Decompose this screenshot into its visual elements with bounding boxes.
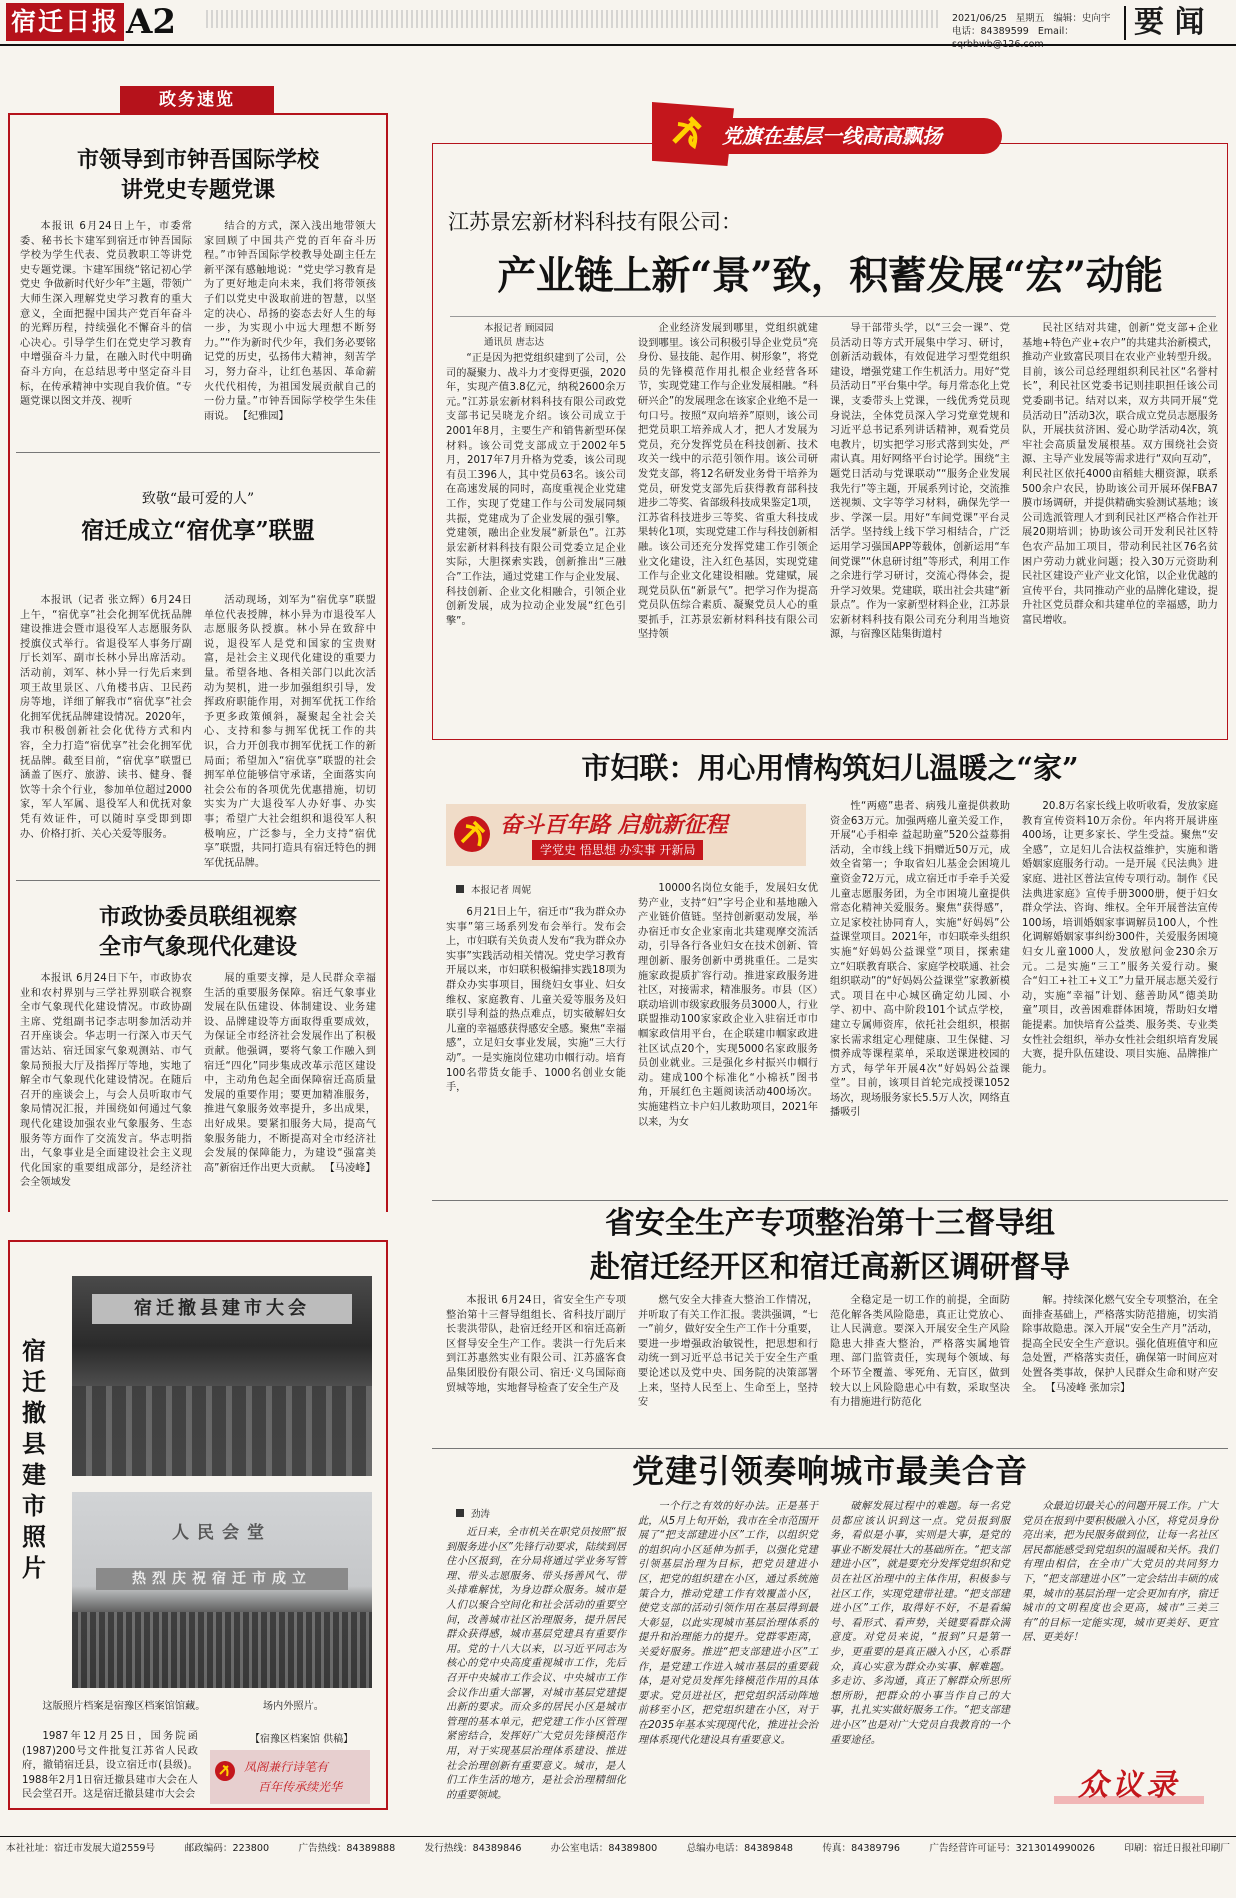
zhongyilu-label: 众议录 [1078,1768,1180,1803]
photo-caption-body: 1987年12月25日，国务院函(1987)200号文件批复江苏省人民政府，撤销宿迁县，设立宿迁市(县级)。1988年2月1日宿迁撤县建市大会在人民会堂召开。这是宿迁撤县建市大会会 [22,1731,198,1801]
title-line: 市领导到市钟吾国际学校 [76,147,319,173]
photo-box-title: 宿迁撤县建市照片 [22,1336,46,1582]
title-line: 讲党史专题党课 [120,177,275,203]
footer-item: 邮政编码：223800 [184,1843,270,1854]
fulian-title: 市妇联：用心用情构筑妇儿温暖之“家” [581,751,1079,785]
fulian-byline [456,882,531,896]
lead-body: 民社区结对共建，创新“党支部+企业基地+特色产业+农户”的共建共治新模式，推动产业致富民项目在农业产业转型升级。目前，该公司总经理组织利民社区“名誉村长”，利民社区党委书记则挂职担任该公司党委副书记。结对以来，双方共同开展“党员活动日”活动3次，联合成立党员志愿服务队，开展扶贫济困、爱心助学活动4次，筑牢社会高质量发展根基。双方围绕社会资源、主导产业发展等需求进行“双向互动”，利民社区依托4000亩稻蛙大棚资源，联系500余户农民，协助该公司开展环保FBA7膜市场调研，并提供精确实验测试基地；该公司选派管理人才到利民社区严格合作社开展20期培训；协助该公司开发利民社区特色农产品加工项目，带动利民社区76名贫困户劳动力就业问题；投入30万元资助利民社区建设产业产业文化馆，以企业优越的宣传平台，共同推动产业的品牌化建设，提升社区党员群众和共建单位的幸福感，助力富民增收。 [1022,323,1218,626]
byline-text: 本报记者 顾园园 [484,323,554,334]
zhengwu-tag: 政务速览 [120,86,274,114]
party-banner [652,94,1012,166]
masthead [0,0,1236,46]
lead-kicker: 江苏景宏新材料科技有限公司： [448,210,742,234]
article-title [20,902,376,962]
title-line: 全市气象现代化建设 [98,934,297,960]
photo-caption [22,1700,372,1715]
byline-text: 本报记者 周妮 [471,885,532,896]
article-body: 本报讯（记者 张立辉）6月24日上午，“宿优享”社会化拥军优抚品牌建设推进会暨市退役军人志愿服务队授旗仪式举行。省退役军人事务厅副厅长刘军、副市长林小异出席活动。活动前，刘军、林小异一行先后来到项王故里景区、八角楼书店、卫民药房等地，详细了解我市“宿优享”社会化拥军优抚品牌建设情况。2020年，我市积极创新社会化优待方式和内容，全力打造“宿优享”社会化拥军优抚品牌。截至目前，“宿优享”联盟已涵盖了医疗、旅游、读书、健身、餐饮等十余个行业，参加单位超过2000家，军人军属、退役军人和优抚对象凭有效证件，可以随时享受即到即办、价格打折、关心关爱等服务。 [20,595,192,840]
safety-body: 本报讯 6月24日，省安全生产专项整治第十三督导组组长、省科技厅副厅长裴洪带队，赴宿迁经开区和宿迁高新区督导安全生产工作。裴洪一行先后来到江苏惠然实业有限公司、江苏盛客食品集团股份有限公司、宿迁·义乌国际商贸城等地，实地督导检查了安全生产及 [446,1295,626,1394]
archive-photo-sign-text: 人民会堂 [172,1523,272,1543]
fulian-banner [446,804,806,866]
safety-body: 燃气安全大排查大整治工作情况，并听取了有关工作汇报。裴洪强调，“七一”前夕，做好安全生产工作十分重要，要进一步增强政治敏锐性，把思想和行动统一到习近平总书记关于安全生产重要论述以及党中央、国务院的决策部署上来，坚持人民至上、生命至上，坚持安 [638,1295,818,1409]
divider [432,1200,1228,1201]
party-banner-label: 党旗在基层一线高高飘扬 [722,124,942,148]
fulian-body: 性“两癌”患者、病残儿童提供救助资金63万元。加强两癌儿童关爱工作，开展“心手相牵 益起助童”520公益募捐活动，全市线上线下捐赠近50万元，成效全省第一；争取省妇儿基金会困境儿童资金72万元，成立宿迁市手牵手关爱儿童志愿服务团，为全市困境儿童提供常态化精神关爱服务。聚焦“获得感”，立足家校社协同育人，实施“好妈妈”公益课堂项目。2021年，市妇联牵头组织实施“好妈妈公益课堂”项目，探索建立“妇联教育联合、家庭学校联通、社会组织联动”的“好妈妈公益课堂”家教新模式。项目在中心城区确定幼儿园、小学、初中、高中阶段101个试点学校，建立专属师资库，依托社会组织，根据家长需求组定心理健康、卫生保健、习惯养成等课程菜单，采取送课进校园的方式，每学年开展4次“好妈妈公益课堂”。目前，该项目首轮完成授课1052场次，现场服务家长5.5万人次，网络直播吸引 [830,801,1010,1119]
issue-editor: 编辑：史向宇 [1053,13,1111,24]
divider [16,880,380,881]
zhongyilu-badge [1054,1766,1204,1808]
zhengwu-top-rule [8,113,388,115]
hammer-sickle-icon [666,112,708,154]
lead-body: 导干部带头学，以“三会一课”、党员活动日等方式开展集中学习、研讨，创新活动载体，有效促进学习型党组织建设，增强党建工作生机活力。用好“党员活动日”平台集中学。每月常态化上党课，支委带头上党课，一线优秀党员现身说法，全体党员深入学习党章党规和习近平总书记系列讲话精神，观看党员电教片，切实把学习形式落到实处，严肃认真。用好网络平台讨论学。围绕“主题党日活动与党课联动”“服务企业发展我先行”等主题，开展系列讨论，交流推送视频、文字等学习材料，确保先学一步、学深一层。用好“车间党课”平台灵活学。坚持线上线下学习相结合，广泛运用学习强国APP等载体，创新运用“车间党课”“休息研讨组”等形式，利用工作之余进行学习研讨，交流心得体会，提升学习效果。党建联，联出社会共建“新景点”。作为一家新型材料企业，江苏景宏新材料科技有限公司充分利用当地资源，与宿豫区陆集街道村 [830,323,1010,641]
caption-text: 场内外照片。 [262,1701,324,1712]
article-kicker: 致敬“最可爱的人” [141,491,255,507]
fulian-body: 6月21日上午，宿迁市“我为群众办实事”第三场系列发布会举行。发布会上，市妇联有关负责人发布“我为群众办实事”实践活动相关情况。党史学习教育开展以来，市妇联积极编排实践18项为群众办实事项目，围绕妇女事业、妇女维权、家庭教育、儿童关爱等服务及妇联引导利益的热点难点，切实破解妇女儿童的幸福感获得感安全感。聚焦“幸福感”，立足妇女事业发展，实施“三大行动”。一是实施岗位建功巾帼行动。培育100名带货女能手、1000名创业女能手， [446,907,626,1094]
dangjian-title: 党建引领奏响城市最美合音 [631,1452,1028,1490]
byline-text: 劲涛 [471,1509,491,1520]
photo-credit: 【宿豫区档案馆 供稿】 [250,1734,354,1745]
title-line: 市政协委员联组视察 [98,904,297,930]
section-divider [1124,6,1126,40]
issue-email: Email： [1037,26,1074,37]
fulian-banner-sub: 学党史 悟思想 办实事 开新局 [532,840,703,860]
archive-photo-crowd [72,1612,372,1688]
fulian-body: 10000名岗位女能手，发展妇女优势产业，支持“妇”字号企业和基地融入产业链价值链。坚持创新驱动发展，举办宿迁市女企业家南北共建观摩交流活动，引导各行各业妇女在技术创新、管理创新、服务创新中勇挑重任。二是实施家政提质扩容行动。推进家政服务进社区，对接需求，精准服务。市县（区）联动培训市级家政服务员3000人，行业联盟推动100家家政企业入驻宿迁市巾帼家政信用平台，在企联建巾帼家政进社区试点20个，实现5000名家政服务员创业就业。三是强化乡村振兴巾帼行动。建成100个标准化“小棉袄”图书角，开展红色主题阅读活动400场次。实施建档立卡户妇儿救助项目，2021年以来，为女 [638,883,818,1128]
footer-item: 广告热线：84389888 [298,1843,396,1854]
footer-item: 本社社址：宿迁市发展大道2559号 [6,1843,156,1854]
fulian-banner-slogan: 奋斗百年路 启航新征程 [500,812,728,838]
page-number: A2 [126,2,177,42]
article-body: 本报讯 6月24日上午，市委常委、秘书长卞建军到宿迁市钟吾国际学校为学生代表、党员教职工等讲党史专题党课。卞建军围绕“铭记初心学党史 争做新时代好少年”主题，带领广大师生深入理解党史学习教育的重大意义，全面把握中国共产党百年奋斗的光辉历程，持续强化不懈奋斗的信心决心。引导学生们在党史学习教育中增强奋斗力量，在融入时代中明确奋斗方向，在总结思考中坚定奋斗目标，在传承精神中实现自我价值。“专题党课以图文并茂、视听 [20,221,192,408]
safety-body: 解。持续深化燃气安全专项整治，在全面排查基础上，严格落实防范措施，切实消除事故隐患。深入开展“安全生产月”活动，提高全民安全生产意识。强化值班值守和应急处置，严格落实责任，确保第一时间应对处置各类事故，保护人民群众生命和财产安全。 【马凌峰 张加宗】 [1022,1295,1218,1394]
footer-item: 广告经营许可证号：3213014990026 [929,1843,1096,1854]
lead-rule [450,316,1216,317]
article-title [20,145,376,205]
party-emblem-icon [214,1760,236,1782]
archive-photo-sign-text: 宿迁撤县建市大会 [134,1298,310,1319]
footer [6,1842,1230,1856]
paper-name: 宿迁日报 [10,7,119,36]
lead-title: 产业链上新“景”致，积蓄发展“宏”动能 [497,253,1163,299]
title-line: 省安全生产专项整治第十三督导组 [605,1206,1055,1241]
divider [16,452,380,453]
dangjian-byline [456,1506,490,1520]
footer-item: 总编办电话：84389848 [686,1843,793,1854]
archive-photo-stage [72,1386,372,1476]
footer-item: 发行热线：84389846 [424,1843,522,1854]
archive-photo [72,1492,372,1688]
dangjian-body: 一个行之有效的好办法。正是基于此，从5月上旬开始，我市在全市范围开展了“把支部建进小区”工作，以组织党的组织向小区延伸为抓手，以强化党建引领基层治理为目标，把党员建进小区，把党的组织建在小区，通过系统施策合力，推动党建工作有效覆盖小区，使党支部的活动引领作用在基层得到最大彰显，以此实现城市基层治理体系的提升和治理能力的提升。党群零距离，关爱好服务。推进“把支部建进小区”工作，是党建工作进入城市基层的重要载体，是对党员发挥先锋模范作用的具体要求。党员进社区，把党组织活动阵地前移至小区，把党组织建在小区，对于在2035年基本实现现代化，推进社会治理体系现代化建设具有重要意义。 [638,1501,818,1746]
fulian-body: 20.8万名家长线上收听收看，发放家庭教育宣传资料10万余份。年内将开展讲座400场，让更多家长、学生受益。聚焦“安全感”，立足妇儿合法权益维护，实施和谐婚姻家庭服务行动。一是开展《民法典》进家庭、进社区普法宣传专项行动。制作《民法典进家庭》宣传手册3000册，便于妇女群众学法、咨询、维权。全年开展普法宣传100场，培训婚姻家事调解员100人，个性化调解婚姻家事纠纷300件，关爱服务困境妇女儿童1000人，发放慰问金230余万元。二是实施“三工”服务关爱行动。聚合“妇工+社工+义工”力量开展志愿关爱行动，实施“幸福”计划、慈善助风“德美助童”项目，改善困难群体困境，帮助妇女增能提素。加快培育公益类、服务类、专业类女性社会组织，举办女性社会组织培育发展大赛，提升队伍建设、项目实施、品牌推广能力。 [1022,801,1218,1075]
ad-slogan: 百年传承续光华 [258,1780,343,1794]
issue-date: 2021/06/25 [952,13,1007,24]
safety-title [432,1202,1228,1290]
safety-body: 全稳定是一切工作的前提，全面防范化解各类风险隐患，真正让党放心、让人民满意。要深入开展安全生产风险隐患大排查大整治，严格落实属地管理、部门监管责任，实现每个领域、每个环节全覆盖、零死角、无盲区，做到较大以上风险隐患心中有数，采取坚决有力措施进行防范化 [830,1295,1010,1409]
archive-photo-banner-text: 热烈庆祝宿迁市成立 [132,1571,312,1587]
issue-phone: 电话：84389599 [952,26,1029,37]
masthead-rule [0,44,1236,46]
dangjian-body: 近日来，全市机关在职党员按照“报到服务进小区”先锋行动要求，陆续到居住小区报到，在分局将通过学业务写管理、带头志愿服务、带头扬善风气、带头排难解忧，为身边群众服务。城市是人们以聚合空间化和社会活动的重要空间，改善城市社区治理服务，提升居民群众获得感，城市基层党建具有重要作用。党的十八大以来，以习近平同志为核心的党中央高度重视城市工作，先后召开中央城市工作会议、中央城市工作会议作出重大部署，对城市基层党建提出新的要求。而众多的居民小区是城市管理的基本单元，把党建工作小区管理紧密结合，发挥好广大党员先锋模范作用，对于实现基层治理体系建设、推进社会治理创新有重要意义。城市，是人们工作生活的地方，是社会治理精细化的重要领域。 [446,1527,626,1801]
dangjian-body: 破解发展过程中的难题。每一名党员都应该认识到这一点。党员报到服务，看似是小事，实则是大事，是党的事业不断发展壮大的基础所在。“把支部建进小区”，就是要充分发挥党组织和党员在社区治理中的主体作用，积极参与社区工作，实现党建带社建。“把支部建进小区”工作，取得好不好，不是看编号、看形式、看声势，关键要看群众满意度。对党员来说，“报到”只是第一步，更重要的是真正融入小区，心系群众，真心实意为群众办实事、解难题。多走访、多沟通，真正了解群众所思所想所盼，把群众的小事当作自己的大事，扎扎实实做好服务工作。“把支部建进小区”也是对广大党员自我教育的一个重要途径。 [830,1501,1010,1746]
footer-rule [0,1836,1236,1837]
lead-body: 企业经济发展到哪里，党组织就建设到哪里。该公司积极引导企业党员“亮身份、显技能、起作用、树形象”，将党员的先锋模范作用扎根企业经营各环节，实现党建工作与企业发展相融。“科研兴企”的发展理念在该家企业绝不是一句口号。按照“双向培养”原则，该公司把党员职工培养成人才，把人才发展为党员，充分发挥党员在科技创新、技术攻关一线中的示范引领作用。该公司研发党支部，将12名研发业务骨干培养为党员，研发党支部先后获得教育部科技进步二等奖、省部级科技成果鉴定1项，江苏省科技进步三等奖、省重大科技成果转化1项，实现党建工作与科技创新相融。该公司还充分发挥党建工作引领企业文化建设，注入红色基因，实现党建工作与企业文化建设相融。党建赋，展现党员队伍“新景气”。把学习作为提高党员队伍综合素质、凝聚党员人心的重要抓手，江苏景宏新材料科技有限公司坚持领 [638,323,818,641]
article-body: 结合的方式，深入浅出地带领大家回顾了中国共产党的百年奋斗历程。”市钟吾国际学校教导处副主任左新平深有感触地说：“党史学习教育是为了更好地走向未来，我们将带领孩子们以党史中汲取前进的智慧，以坚定的决心、昂扬的姿态去好人生的每一步，为实现小中远大理想不断努力。”“作为新时代少年，我们务必要铭记党的历史，弘扬伟大精神，刻苦学习，努力奋斗，让红色基因、革命薪火代代相传，为祖国发展贡献自己的一份力量。”市钟吾国际学校学生朱佳雨说。 【纪雅园】 [204,221,376,422]
archive-photo [72,1276,372,1476]
issue-weekday: 星期五 [1015,13,1045,24]
footer-item: 印刷：宿迁日报社印刷厂 [1124,1843,1230,1854]
byline-text: 通讯员 唐志达 [484,337,545,348]
masthead-stripes [206,10,940,28]
article-body: 本报讯 6月24日下午，市政协农业和农村界别与三学社界别联合视察全市气象现代化建设情况。市政协副主席、党组副书记李志明参加活动并召开座谈会。华志明一行深入市天气雷达站、宿迁国家气象观测站、市气象局预报大厅及指挥厅等地，实地了解全市气象现代化建设情况。在随后召开的座谈会上，与会人员听取市气象局情况汇报，并围绕如何通过气象现代化建设加强农业气象服务、生态服务等方面作了交流发言。华志明指出，气象事业是全面建设社会主义现代化国家的重要组成部分，是经济社会全领域发 [20,973,192,1189]
ad-slogan: 凤阁兼行诗笔有 [244,1760,329,1774]
article-body: 展的重要支撑，是人民群众幸福生活的重要服务保障。宿迁气象事业发展在队伍建设、体制建设、业务建设、品牌建设等方面取得重要成效，为保证全市经济社会发展作出了积极贡献。他强调，要将气象工作融入到宿迁“四化”同步集成改革示范区建设中，主动角色起全面保障宿迁高质量发展的重要作用；要更加精准服务，推进气象服务效率提升，多出成果，出好成果。要紧扣服务大局，提高气象服务能力，不断提高对全市经济社会发展的保障能力，为建设“强富美高”新宿迁作出更大贡献。 【马凌峰】 [204,973,376,1174]
lead-body: “正是因为把党组织建到了公司，公司的凝聚力、战斗力才变得更强，2020年，实现产值3.8亿元，纳税2600余万元。”江苏景宏新材料科技有限公司政党支部书记吴晓龙介绍。该公司成立于2001年8月，主要生产和销售新型环保材料。该公司党支部成立于2002年5月，2017年7月升格为党委，该公司现有员工396人，其中党员63名。该公司在高速发展的同时，高度重视企业党建工作，实现了党建工作与公司发展同频共振，党建成为了企业发展的强引擎。党建领，融出企业发展“新景色”。江苏景宏新材料科技有限公司党委立足企业实际，大胆探索实践，创新推出“三融合”工作法，通过党建工作与企业发展、科技创新、企业文化相融合，引领企业创新发展，成为拉动企业发展“红色引擎”。 [446,353,626,627]
title-line: 赴宿迁经开区和宿迁高新区调研督导 [590,1250,1070,1285]
footer-item: 传真：84389796 [822,1843,900,1854]
section-name: 要 闻 [1134,5,1205,40]
byline-marker-icon [456,1509,464,1517]
lead-byline [484,322,554,350]
article-body: 活动现场，刘军为“宿优享”联盟单位代表授牌，林小异为市退役军人志愿服务队授旗。林小异在致辞中说，退役军人是党和国家的宝贵财富，是社会主义现代化建设的重要力量。希望各地、各相关部门以此次活动为契机，进一步加强组织引导，发挥政府职能作用，对拥军优抚工作给予更多政策倾斜，凝聚起全社会关心、支持和参与拥军优抚工作的共识，合力开创我市拥军优抚工作的新局面；希望加入“宿优享”联盟的社会拥军单位能够信守承诺，全面落实向社会公布的各项优先优惠措施，切切实实为广大退役军人办好事、办实事；希望广大社会组织和退役军人积极响应，广泛参与，全力支持“宿优享”联盟，共同打造具有宿迁特色的拥军优抚品牌。 [204,595,376,869]
footer-item: 办公室电话：84389800 [550,1843,658,1854]
ad-strip [210,1750,370,1804]
dangjian-body: 众最迫切最关心的问题开展工作。广大党员在报到中要积极融入小区，将党员身份亮出来，把为民服务做到位，让每一名社区居民都能感受到党组织的温暖和关怀。我们有理由相信，在全市广大党员的共同努力下，“把支部建进小区”一定会结出丰硕的成果，城市的基层治理一定会更加有序，宿迁城市的文明程度也会更高，城市“三美三有”的目标一定能实现，城市更美好、更宜居、更美好！ [1022,1501,1218,1644]
article-title: 宿迁成立“宿优享”联盟 [81,517,315,544]
byline-marker-icon [456,885,464,893]
caption-text: 这版照片档案是宿豫区档案馆馆藏。 [42,1701,206,1712]
party-emblem-icon [452,814,492,854]
